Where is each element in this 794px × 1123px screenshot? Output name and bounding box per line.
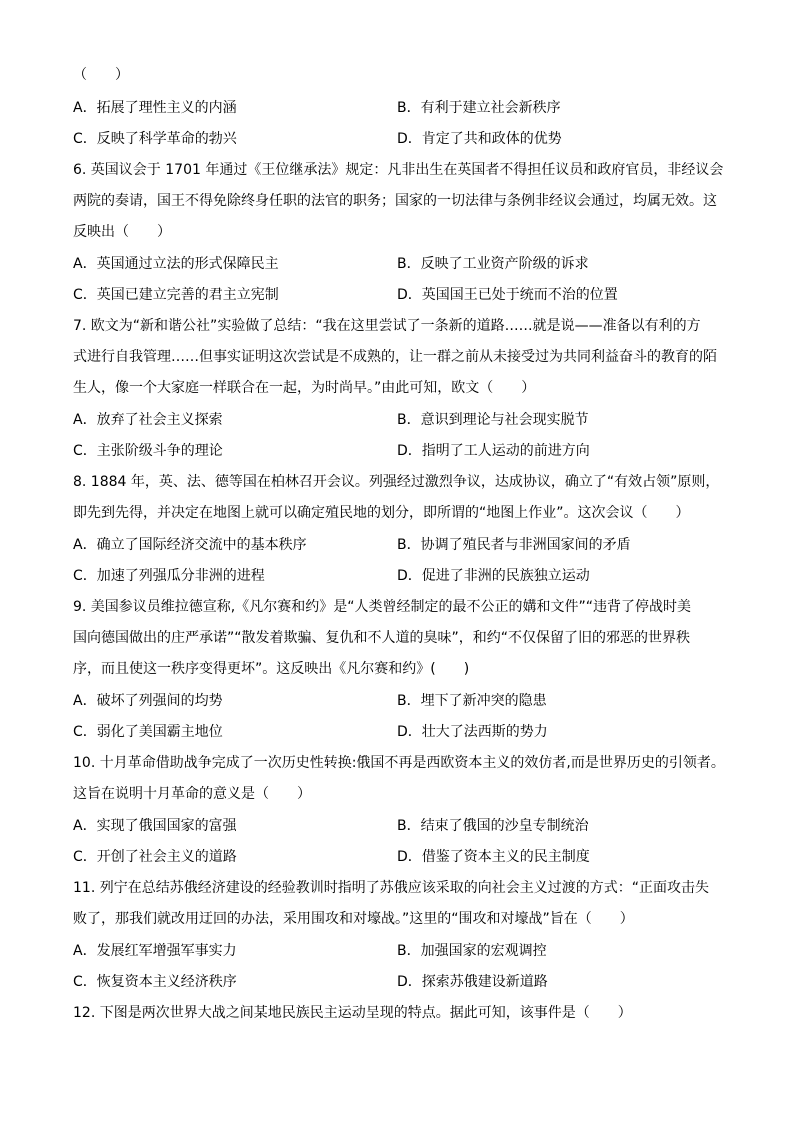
q9-option-c[interactable]: C．弱化了美国霸主地位 xyxy=(73,724,223,740)
q9-stem-line-2: 国向德国做出的庄严承诺”“散发着欺骗、复仇和不人道的臭味”，和约“不仅保留了旧的邪恶的世界秩 xyxy=(73,630,691,646)
q8-stem-line-1: 8. 1884 年，英、法、德等国在柏林召开会议。列强经过激烈争议，达成协议，确立了“有效占领”原则， xyxy=(73,474,720,490)
q5-option-c[interactable]: C．反映了科学革命的勃兴 xyxy=(73,131,237,147)
q12-stem-line-1: 12. 下图是两次世界大战之间某地民族民主运动呈现的特点。据此可知，该事件是（ ） xyxy=(73,1005,632,1021)
q7-option-d[interactable]: D．指明了工人运动的前进方向 xyxy=(397,443,590,459)
q10-option-c[interactable]: C．开创了社会主义的道路 xyxy=(73,849,237,865)
q11-option-c[interactable]: C．恢复资本主义经济秩序 xyxy=(73,974,237,990)
q9-stem-line-3: 序，而且使这一秩序变得更坏”。这反映出《凡尔赛和约》( ) xyxy=(73,661,470,677)
q10-option-b[interactable]: B．结束了俄国的沙皇专制统治 xyxy=(397,818,589,834)
q6-stem-line-1: 6. 英国议会于 1701 年通过《王位继承法》规定：凡非出生在英国者不得担任议员和政府官员，非经议会 xyxy=(73,162,724,178)
q7-stem-line-1: 7. 欧文为“新和谐公社”实验做了总结：“我在这里尝试了一条新的道路……就是说——准备以有利的方 xyxy=(73,318,701,334)
q8-option-d[interactable]: D．促进了非洲的民族独立运动 xyxy=(397,568,590,584)
q7-stem-line-2: 式进行自我管理……但事实证明这次尝试是不成熟的，让一群之前从未接受过为共同利益奋斗的教育的陌 xyxy=(73,349,717,365)
q7-option-b[interactable]: B．意识到理论与社会现实脱节 xyxy=(397,412,589,428)
q9-stem-line-1: 9. 美国参议员维拉德宣称,《凡尔赛和约》是“人类曾经制定的最不公正的媾和文件”“违背了停战时美 xyxy=(73,599,692,615)
q7-option-c[interactable]: C．主张阶级斗争的理论 xyxy=(73,443,223,459)
q11-option-d[interactable]: D．探索苏俄建设新道路 xyxy=(397,974,548,990)
q7-stem-line-3: 生人，像一个大家庭一样联合在一起，为时尚早。”由此可知，欧文（ ） xyxy=(73,380,536,396)
q7-option-a[interactable]: A．放弃了社会主义探索 xyxy=(73,412,223,428)
q8-option-a[interactable]: A．确立了国际经济交流中的基本秩序 xyxy=(73,537,307,553)
q8-stem-line-2: 即先到先得，并决定在地图上就可以确定殖民地的划分，即所谓的“地图上作业”。这次会议（ ） xyxy=(73,505,690,521)
q5-option-b[interactable]: B．有利于建立社会新秩序 xyxy=(397,100,561,116)
q6-stem-line-3: 反映出（ ） xyxy=(73,224,171,240)
q6-option-b[interactable]: B．反映了工业资产阶级的诉求 xyxy=(397,256,589,272)
q5-stem-tail: （ ） xyxy=(73,67,129,83)
q10-option-d[interactable]: D．借鉴了资本主义的民主制度 xyxy=(397,849,590,865)
q10-stem-line-1: 10. 十月革命借助战争完成了一次历史性转换:俄国不再是西欧资本主义的效仿者,而是世界历史的引领者。 xyxy=(73,755,725,771)
q6-option-c[interactable]: C．英国已建立完善的君主立宪制 xyxy=(73,287,279,303)
q11-stem-line-1: 11. 列宁在总结苏俄经济建设的经验教训时指明了苏俄应该采取的向社会主义过渡的方式：“正面攻击失 xyxy=(73,880,709,896)
q5-option-d[interactable]: D．肯定了共和政体的优势 xyxy=(397,131,562,147)
q6-stem-line-2: 两院的奏请，国王不得免除终身任职的法官的职务；国家的一切法律与条例非经议会通过，均属无效。这 xyxy=(73,193,717,209)
q9-option-b[interactable]: B．埋下了新冲突的隐患 xyxy=(397,693,547,709)
q10-stem-line-2: 这旨在说明十月革命的意义是（ ） xyxy=(73,786,311,802)
q6-option-d[interactable]: D．英国国王已处于统而不治的位置 xyxy=(397,287,618,303)
q11-option-a[interactable]: A．发展红军增强军事实力 xyxy=(73,943,237,959)
q11-stem-line-2: 败了，那我们就改用迂回的办法，采用围攻和对壕战。”这里的“围攻和对壕战”旨在（ ） xyxy=(73,911,634,927)
q5-option-a[interactable]: A．拓展了理性主义的内涵 xyxy=(73,100,237,116)
q9-option-a[interactable]: A．破坏了列强间的均势 xyxy=(73,693,223,709)
q11-option-b[interactable]: B．加强国家的宏观调控 xyxy=(397,943,547,959)
q8-option-c[interactable]: C．加速了列强瓜分非洲的进程 xyxy=(73,568,265,584)
q8-option-b[interactable]: B．协调了殖民者与非洲国家间的矛盾 xyxy=(397,537,631,553)
q6-option-a[interactable]: A．英国通过立法的形式保障民主 xyxy=(73,256,279,272)
q10-option-a[interactable]: A．实现了俄国国家的富强 xyxy=(73,818,237,834)
q9-option-d[interactable]: D．壮大了法西斯的势力 xyxy=(397,724,548,740)
